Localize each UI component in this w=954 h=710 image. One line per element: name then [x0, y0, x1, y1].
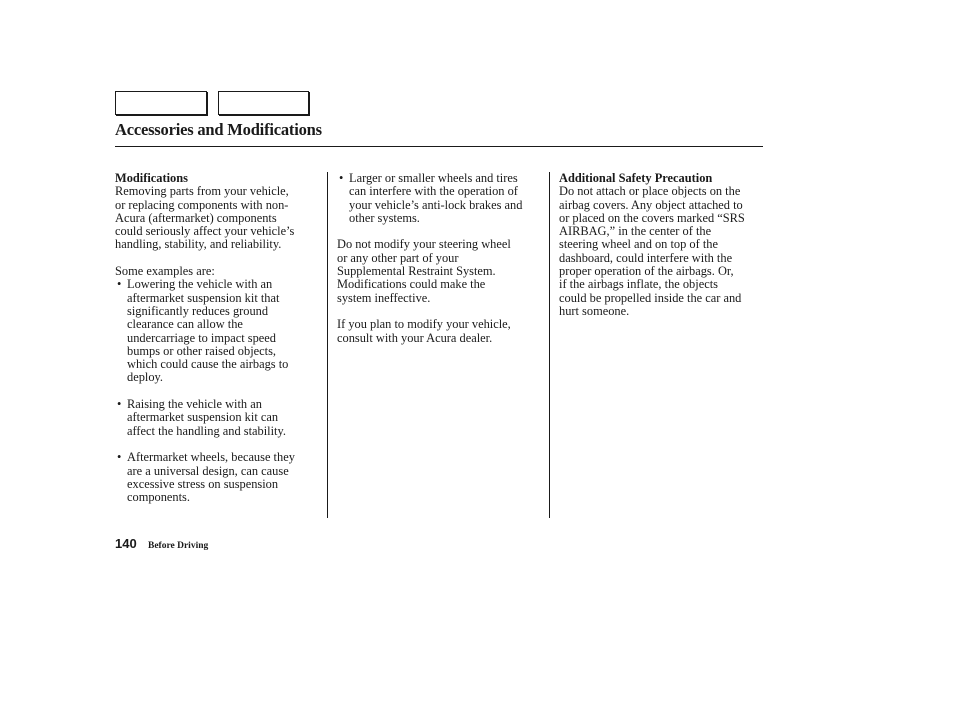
safety-precaution-text: Do not attach or place objects on the airbag covers. Any object attached to or placed on the covers marked “SRS AIRBAG,” in the center of the steering wheel and on top of the dashboard, could interfere with the proper operation of the airbags. Or, if the airbags inflate, the objects could be propelled inside the car and hurt someone. [559, 184, 745, 318]
list-item: • Raising the vehicle with an aftermarket suspension kit can affect the handling and stability. [115, 398, 321, 438]
dealer-advice: If you plan to modify your vehicle, consult with your Acura dealer. [337, 317, 511, 345]
examples-list [115, 278, 321, 504]
list-item: • Lowering the vehicle with an aftermarket suspension kit that significantly reduces ground clearance can allow the undercarriage to impact speed bumps or other raised objects, which could cause the airbags to deploy. [115, 278, 321, 384]
modifications-intro: Removing parts from your vehicle, or replacing components with non- Acura (aftermarket) components could seriously affect your vehicle’s handling, stability, and reliability. [115, 184, 295, 252]
title-divider [115, 146, 763, 147]
examples-label: Some examples are: [115, 264, 215, 279]
column-middle [337, 172, 543, 358]
column-modifications [115, 172, 321, 518]
steering-wheel-warning: Do not modify your steering wheel or any other part of your Supplemental Restraint System. Modifications could make the system ineffective. [337, 237, 511, 305]
safety-precaution-heading: Additional Safety Precaution [559, 171, 713, 185]
column-safety-precaution [559, 172, 765, 332]
nav-tab-box-1 [115, 91, 207, 115]
page-number: 140 [115, 536, 137, 551]
wheels-list [337, 172, 543, 225]
list-item: • Aftermarket wheels, because they are a universal design, can cause excessive stress on suspension components. [115, 451, 321, 504]
list-item: • Larger or smaller wheels and tires can interfere with the operation of your vehicle’s anti-lock brakes and other systems. [337, 172, 543, 225]
column-divider-1 [327, 172, 328, 518]
section-title: Accessories and Modifications [115, 120, 322, 139]
column-divider-2 [549, 172, 550, 518]
nav-tab-box-2 [218, 91, 309, 115]
footer-section-label: Before Driving [148, 541, 209, 551]
modifications-heading: Modifications [115, 171, 188, 185]
